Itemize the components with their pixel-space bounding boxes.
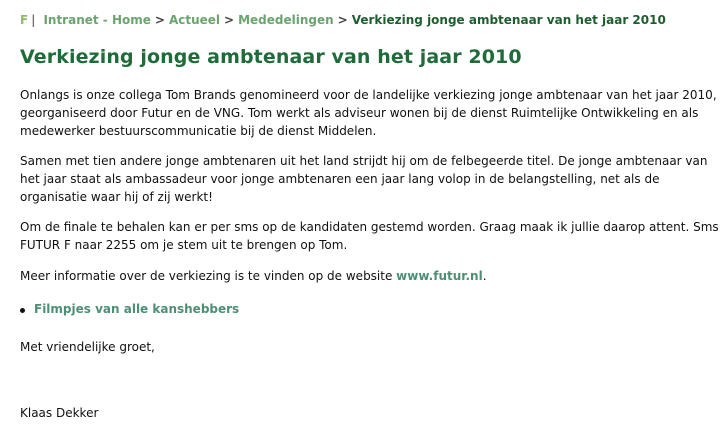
breadcrumb-link-home[interactable]: Intranet - Home bbox=[43, 13, 151, 27]
breadcrumb-current: Verkiezing jonge ambtenaar van het jaar 2010 bbox=[351, 13, 666, 27]
breadcrumb-link-actueel[interactable]: Actueel bbox=[168, 13, 221, 27]
more-info-text: Meer informatie over de verkiezing is te vinden op de website bbox=[20, 269, 397, 283]
paragraph-more-info bbox=[20, 267, 720, 285]
breadcrumb-separator: > bbox=[154, 13, 165, 27]
paragraph-competition: Samen met tien andere jonge ambtenaren uit het land strijdt hij om de felbegeerde titel. De jonge ambtenaar van het jaar staat als ambassadeur voor jonge ambtenaren een jaar lang volop in de belangstelling, net als de organisatie waar hij of zij werkt! bbox=[20, 154, 708, 204]
breadcrumb-separator: > bbox=[337, 13, 348, 27]
candidates-videos-link[interactable]: Filmpjes van alle kanshebbers bbox=[34, 302, 240, 316]
page-title: Verkiezing jonge ambtenaar van het jaar 2010 bbox=[20, 46, 522, 68]
paragraph-voting: Om de finale te behalen kan er per sms op de kandidaten gestemd worden. Graag maak ik jullie daarop attent. Sms FUTUR F naar 2255 om je stem uit te brengen op Tom. bbox=[20, 220, 719, 252]
breadcrumb-pipe: | bbox=[31, 13, 36, 27]
list-item bbox=[20, 300, 239, 318]
closing-greeting: Met vriendelijke groet, bbox=[20, 340, 155, 354]
more-info-suffix: . bbox=[482, 269, 487, 283]
futur-website-link[interactable]: www.futur.nl bbox=[396, 269, 483, 283]
breadcrumb-link-mededelingen[interactable]: Mededelingen bbox=[238, 13, 334, 27]
futur-logo-icon[interactable]: F bbox=[20, 13, 29, 27]
paragraph-nomination: Onlangs is onze collega Tom Brands genomineerd voor de landelijke verkiezing jonge ambtenaar van het jaar 2010, georganiseerd door Futur en de VNG. Tom werkt als adviseur wonen bij de dienst Ruimtelijke Ontwikkeling en als medewerker bestuurscommunicatie bij de dienst Middelen. bbox=[20, 88, 717, 138]
bullet-icon bbox=[20, 308, 25, 313]
link-list bbox=[20, 300, 239, 318]
breadcrumb bbox=[20, 13, 666, 28]
signature-name: Klaas Dekker bbox=[20, 406, 99, 420]
breadcrumb-separator: > bbox=[224, 13, 235, 27]
